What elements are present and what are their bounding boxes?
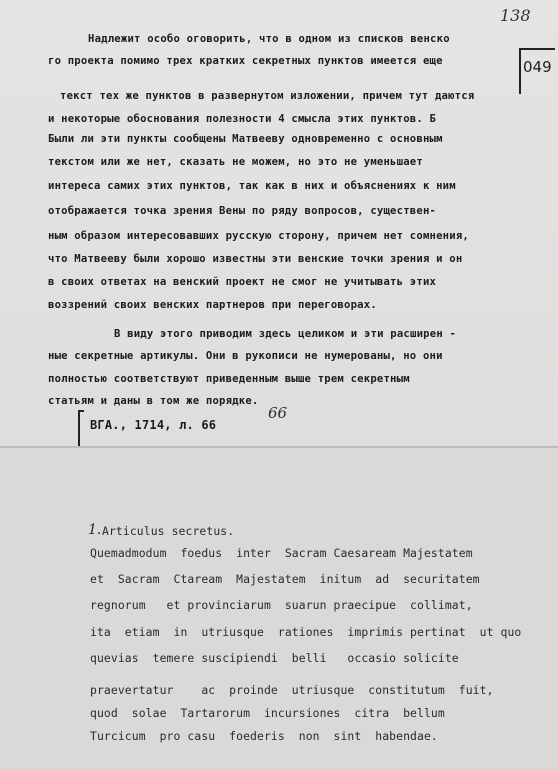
latin-line: et Sacram Ctaream Majestatem initum ad securitatem (90, 572, 480, 586)
article-heading: Articulus secretus. (102, 524, 235, 538)
archive-stamp (519, 48, 555, 94)
page-number: 138 (500, 6, 531, 25)
typed-line: воззрений своих венских партнеров при переговорах. (48, 299, 377, 311)
typed-line: текст тех же пунктов в развернутом изложении, причем тут даются (60, 90, 475, 102)
typed-line: в своих ответах на венский проект не смог не учитывать этих (48, 276, 437, 288)
typed-line: полностью соответствуют приведенным выше трем секретным (48, 373, 410, 385)
typed-line: отображается точка зрения Вены по ряду вопросов, существен- (48, 205, 437, 217)
citation: ВГА., 1714, л. 66 (90, 418, 217, 432)
typed-line: Были ли эти пункты сообщены Матвееву одновременно с основным (48, 133, 443, 145)
latin-line: Turcicum pro casu foederis non sint habendae. (90, 729, 438, 743)
latin-line: Quemadmodum foedus inter Sacram Caesaream Majestatem (90, 546, 473, 560)
typed-line: что Матвееву были хорошо известны эти венские точки зрения и он (48, 253, 463, 265)
latin-line: quevias temere suscipiendi belli occasio solicite (90, 651, 459, 665)
latin-line: praevertatur ac proinde utriusque constitutum fuit, (90, 683, 494, 697)
typed-line: текстом или же нет, сказать не можем, но это не уменьшает (48, 156, 423, 168)
latin-line: ita etiam in utriusque rationes imprimis pertinat ut quo (90, 625, 522, 639)
typed-line: В виду этого приводим здесь целиком и эти расширен - (114, 328, 457, 340)
latin-section (0, 448, 558, 769)
typed-line: го проекта помимо трех кратких секретных пунктов имеется еще (48, 55, 443, 67)
typed-line: статьям и даны в том же порядке. (48, 395, 259, 407)
archive-stamp-number: 049 (523, 58, 552, 76)
article-number: 1. (88, 522, 102, 538)
typed-line: ным образом интересовавших русскую сторону, причем нет сомнения, (48, 230, 469, 242)
latin-line: regnorum et provinciarum suarun praecipue collimat, (90, 598, 473, 612)
typed-line: Надлежит особо оговорить, что в одном из списков венско (88, 33, 450, 45)
typed-line: интереса самих этих пунктов, так как в них и объяснениях к ним (48, 180, 456, 192)
typed-line: и некоторые обоснования полезности 4 смысла этих пунктов. Б (48, 113, 437, 125)
handwritten-folio: 66 (268, 404, 288, 422)
latin-line: quod solae Tartarorum incursiones citra bellum (90, 706, 445, 720)
typed-line: ные секретные артикулы. Они в рукописи не нумерованы, но они (48, 350, 443, 362)
